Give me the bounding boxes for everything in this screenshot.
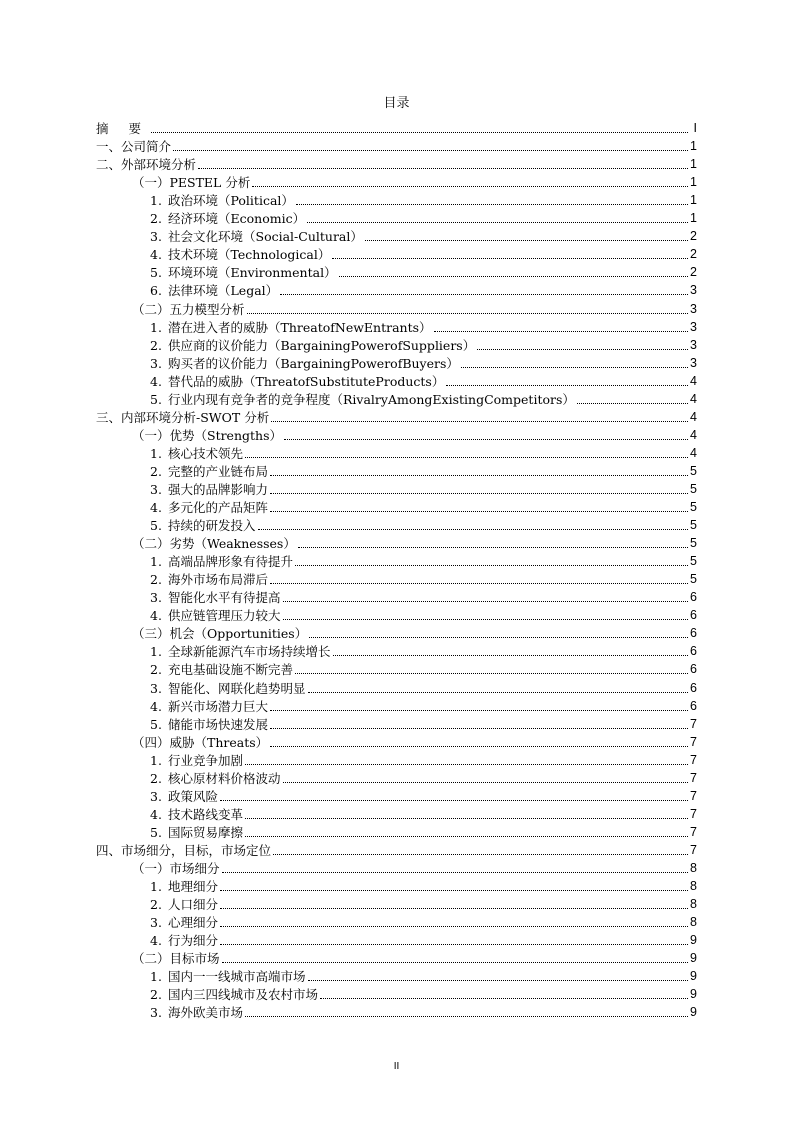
- toc-entry-number: 2.: [150, 337, 162, 353]
- toc-entry-number: 3.: [150, 915, 162, 931]
- toc-entry[interactable]: [96, 118, 697, 136]
- dot-leader: [295, 565, 688, 566]
- toc-entry-page: 2: [690, 229, 697, 244]
- toc-entry-title: 海外市场布局滞后: [168, 572, 269, 588]
- dot-leader: [283, 619, 688, 620]
- toc-entry-number: 4.: [150, 698, 162, 714]
- toc-entry[interactable]: [96, 587, 697, 605]
- dot-leader: [446, 385, 688, 386]
- toc-entry-title: 持续的研发投入: [168, 518, 256, 534]
- toc-entry-title: （二）劣势（Weaknesses）: [132, 536, 296, 552]
- toc-entry-title: 智能化水平有待提高: [168, 590, 281, 606]
- dot-leader: [220, 926, 688, 927]
- toc-entry-number: 4.: [150, 608, 162, 624]
- toc-entry[interactable]: [96, 677, 697, 695]
- dot-leader: [309, 637, 688, 638]
- toc-entry-page: 7: [690, 716, 697, 731]
- toc-entry-title: （一）PESTEL 分析: [132, 175, 251, 191]
- toc-entry-page: 1: [690, 211, 697, 226]
- dot-leader: [198, 168, 688, 169]
- toc-entry-number: 2.: [150, 770, 162, 786]
- toc-entry-page: 6: [690, 608, 697, 623]
- toc-entry-page: 4: [690, 445, 697, 460]
- toc-entry-page: 8: [690, 879, 697, 894]
- toc-entry-number: 2.: [150, 463, 162, 479]
- toc-entry[interactable]: [96, 641, 697, 659]
- dot-leader: [270, 746, 688, 747]
- toc-entry[interactable]: [96, 912, 697, 930]
- toc-entry-title: 技术路线变革: [168, 806, 244, 822]
- toc-entry[interactable]: [96, 335, 697, 353]
- toc-entry-number: 1.: [150, 193, 162, 209]
- dot-leader: [333, 655, 688, 656]
- dot-leader: [270, 493, 688, 494]
- toc-entry[interactable]: [96, 298, 697, 316]
- toc-entry-title: 法律环境（Legal）: [168, 283, 279, 299]
- toc-entry-title: 强大的品牌影响力: [168, 481, 269, 497]
- dot-leader: [245, 764, 688, 765]
- toc-entry-title: 人口细分: [168, 897, 219, 913]
- toc-entry-title: 全球新能源汽车市场持续增长: [168, 644, 331, 660]
- dot-leader: [222, 872, 688, 873]
- toc-entry[interactable]: [96, 714, 697, 732]
- toc-entry-title: 经济环境（Economic）: [168, 211, 306, 227]
- toc-entry[interactable]: [96, 443, 697, 461]
- toc-entry-page: 7: [690, 752, 697, 767]
- toc-entry-number: 3.: [150, 788, 162, 804]
- toc-entry-page: 3: [690, 319, 697, 334]
- toc-entry-title: 行业竞争加剧: [168, 752, 244, 768]
- toc-entry-page: 9: [690, 969, 697, 984]
- dot-leader: [308, 980, 688, 981]
- toc-entry[interactable]: [96, 317, 697, 335]
- toc-entry-page: 1: [690, 139, 697, 154]
- toc-entry-title: 行为细分: [168, 933, 219, 949]
- toc-entry-page: 3: [690, 355, 697, 370]
- dot-leader: [270, 511, 688, 512]
- toc-entry[interactable]: [96, 154, 697, 172]
- toc-entry-number: 1.: [150, 969, 162, 985]
- toc-entry-number: 6.: [150, 283, 162, 299]
- toc-entry[interactable]: [96, 407, 697, 425]
- dot-leader: [222, 962, 688, 963]
- dot-leader: [270, 583, 688, 584]
- dot-leader: [220, 800, 688, 801]
- dot-leader: [151, 132, 688, 133]
- toc-entry[interactable]: [96, 948, 697, 966]
- dot-leader: [339, 276, 688, 277]
- dot-leader: [270, 728, 688, 729]
- toc-entry-number: 3.: [150, 590, 162, 606]
- toc-entry[interactable]: [96, 984, 697, 1002]
- toc-entry-number: 1.: [150, 752, 162, 768]
- toc-entry[interactable]: [96, 533, 697, 551]
- toc-entry-title: 政策风险: [168, 788, 219, 804]
- toc-entry-page: 5: [690, 572, 697, 587]
- toc-entry-number: 3.: [150, 481, 162, 497]
- toc-entry[interactable]: [96, 822, 697, 840]
- toc-entry-title: 替代品的威胁（ThreatofSubstituteProducts）: [168, 373, 445, 389]
- dot-leader: [320, 998, 688, 999]
- toc-entry-page: 6: [690, 680, 697, 695]
- toc-entry-title: 摘 要: [96, 121, 149, 137]
- toc-entry-title: 环境环境（Environmental）: [168, 265, 337, 281]
- toc-entry-page: 7: [690, 788, 697, 803]
- toc-entry-page: 6: [690, 626, 697, 641]
- toc-entry-title: 国内一一线城市高端市场: [168, 969, 306, 985]
- toc-entry[interactable]: [96, 551, 697, 569]
- dot-leader: [461, 367, 688, 368]
- toc-entry[interactable]: [96, 353, 697, 371]
- dot-leader: [577, 403, 688, 404]
- dot-leader: [245, 836, 688, 837]
- toc-entry-page: 2: [690, 265, 697, 280]
- toc-entry-page: 6: [690, 644, 697, 659]
- dot-leader: [245, 1016, 688, 1017]
- toc-entry-title: 新兴市场潜力巨大: [168, 698, 269, 714]
- toc-entry-number: 1.: [150, 879, 162, 895]
- dot-leader: [273, 854, 688, 855]
- toc-entry-page: 8: [690, 860, 697, 875]
- toc-entry-title: 高端品牌形象有待提升: [168, 554, 294, 570]
- toc-entry-number: 4.: [150, 373, 162, 389]
- dot-leader: [245, 457, 688, 458]
- toc-entry-title: （四）威胁（Threats）: [132, 734, 269, 750]
- toc-entry-page: 4: [690, 409, 697, 424]
- dot-leader: [270, 710, 688, 711]
- toc-entry-page: 5: [690, 554, 697, 569]
- toc-entry-title: 海外欧美市场: [168, 1005, 244, 1021]
- toc-entry-number: 1.: [150, 445, 162, 461]
- toc-entry-number: 2.: [150, 662, 162, 678]
- toc-entry-title: 国际贸易摩擦: [168, 824, 244, 840]
- dot-leader: [245, 818, 688, 819]
- toc-entry-title: 三、内部环境分析-SWOT 分析: [96, 409, 270, 425]
- toc-entry-title: 完整的产业链布局: [168, 463, 269, 479]
- toc-entry-page: 6: [690, 698, 697, 713]
- toc-entry-title: （一）优势（Strengths）: [132, 427, 283, 443]
- toc-entry[interactable]: [96, 966, 697, 984]
- toc-entry-number: 2.: [150, 897, 162, 913]
- toc-entry-number: 5.: [150, 716, 162, 732]
- dot-leader: [307, 222, 688, 223]
- toc-entry-number: 5.: [150, 824, 162, 840]
- toc-entry-title: 社会文化环境（Social-Cultural）: [168, 229, 363, 245]
- page-number: II: [393, 1061, 400, 1072]
- toc-entry-page: 3: [690, 283, 697, 298]
- dot-leader: [296, 204, 688, 205]
- dot-leader: [477, 349, 688, 350]
- toc-entry[interactable]: [96, 425, 697, 443]
- toc-entry[interactable]: [96, 172, 697, 190]
- dot-leader: [271, 421, 688, 422]
- toc-entry-page: 7: [690, 734, 697, 749]
- toc-entry[interactable]: [96, 894, 697, 912]
- toc-entry-title: 储能市场快速发展: [168, 716, 269, 732]
- toc-entry-page: 2: [690, 247, 697, 262]
- toc-entry-page: 7: [690, 842, 697, 857]
- toc-entry[interactable]: [96, 623, 697, 641]
- toc-entry-page: 5: [690, 500, 697, 515]
- toc-entry-number: 3.: [150, 680, 162, 696]
- toc-entry[interactable]: [96, 461, 697, 479]
- toc-entry[interactable]: [96, 569, 697, 587]
- toc-entry-title: 政治环境（Political）: [168, 193, 294, 209]
- toc-entry-page: 7: [690, 806, 697, 821]
- toc-entry-page: I: [693, 121, 697, 136]
- dot-leader: [258, 529, 688, 530]
- toc-entry-page: 7: [690, 824, 697, 839]
- toc-entry-page: 5: [690, 463, 697, 478]
- toc-entry-page: 9: [690, 951, 697, 966]
- dot-leader: [308, 692, 688, 693]
- toc-entry[interactable]: [96, 750, 697, 768]
- toc-entry-title: 二、外部环境分析: [96, 157, 197, 173]
- toc-entry-number: 2.: [150, 572, 162, 588]
- toc-entry-number: 2.: [150, 211, 162, 227]
- toc-entry-number: 5.: [150, 391, 162, 407]
- toc-entry[interactable]: [96, 497, 697, 515]
- toc-entry-number: 4.: [150, 247, 162, 263]
- toc-entry-title: 行业内现有竞争者的竞争程度（RivalryAmongExistingCompetitors）: [168, 391, 575, 407]
- toc-entry-page: 8: [690, 915, 697, 930]
- dot-leader: [283, 601, 688, 602]
- toc-entry-page: 3: [690, 301, 697, 316]
- toc-entry-title: 地理细分: [168, 879, 219, 895]
- page-title: 目录: [383, 96, 410, 111]
- toc-entry[interactable]: [96, 876, 697, 894]
- toc-entry-number: 3.: [150, 1005, 162, 1021]
- toc-entry-title: 技术环境（Technological）: [168, 247, 331, 263]
- dot-leader: [173, 150, 688, 151]
- toc-entry[interactable]: [96, 389, 697, 407]
- toc-entry[interactable]: [96, 930, 697, 948]
- toc-entry[interactable]: [96, 659, 697, 677]
- toc-entry-title: 供应商的议价能力（BargainingPowerofSuppliers）: [168, 337, 476, 353]
- toc-entry[interactable]: [96, 136, 697, 154]
- toc-entry-page: 5: [690, 481, 697, 496]
- dot-leader: [298, 547, 688, 548]
- dot-leader: [295, 673, 688, 674]
- toc-entry-page: 9: [690, 933, 697, 948]
- toc-entry[interactable]: [96, 371, 697, 389]
- toc-entry-title: 一、公司简介: [96, 139, 172, 155]
- toc-entry-title: （三）机会（Opportunities）: [132, 626, 308, 642]
- toc-entry[interactable]: [96, 768, 697, 786]
- toc-entry[interactable]: [96, 244, 697, 262]
- toc-entry-page: 3: [690, 337, 697, 352]
- toc-entry-title: 购买者的议价能力（BargainingPowerofBuyers）: [168, 355, 459, 371]
- toc-entry-page: 8: [690, 897, 697, 912]
- dot-leader: [332, 258, 688, 259]
- toc-entry[interactable]: [96, 1002, 697, 1020]
- toc-entry-number: 3.: [150, 355, 162, 371]
- toc-entry[interactable]: [96, 262, 697, 280]
- dot-leader: [434, 331, 688, 332]
- toc-entry-page: 1: [690, 157, 697, 172]
- dot-leader: [280, 294, 688, 295]
- toc-entry-page: 1: [690, 175, 697, 190]
- toc-entry-number: 4.: [150, 933, 162, 949]
- toc-entry-title: 核心原材料价格波动: [168, 770, 281, 786]
- toc-entry-page: 6: [690, 662, 697, 677]
- dot-leader: [365, 240, 688, 241]
- toc-entry-page: 9: [690, 1005, 697, 1020]
- toc-entry-title: （二）五力模型分析: [132, 301, 245, 317]
- dot-leader: [220, 908, 688, 909]
- toc-entry[interactable]: [96, 696, 697, 714]
- toc-entry-title: （一）市场细分: [132, 860, 220, 876]
- toc-entry-number: 5.: [150, 518, 162, 534]
- toc-entry-title: 心理细分: [168, 915, 219, 931]
- toc-entry-title: 供应链管理压力较大: [168, 608, 281, 624]
- dot-leader: [220, 944, 688, 945]
- toc-entry-title: 智能化、网联化趋势明显: [168, 680, 306, 696]
- toc-entry-number: 4.: [150, 500, 162, 516]
- toc-entry-page: 5: [690, 536, 697, 551]
- toc-entry-page: 1: [690, 193, 697, 208]
- toc-entry-number: 1.: [150, 554, 162, 570]
- dot-leader: [284, 439, 688, 440]
- toc-entry[interactable]: [96, 840, 697, 858]
- toc-entry-title: （二）目标市场: [132, 951, 220, 967]
- toc-entry-title: 潜在进入者的威胁（ThreatofNewEntrants）: [168, 319, 432, 335]
- dot-leader: [270, 475, 688, 476]
- toc-entry-number: 3.: [150, 229, 162, 245]
- toc-entry[interactable]: [96, 226, 697, 244]
- toc-entry-title: 核心技术领先: [168, 445, 244, 461]
- toc-entry-number: 1.: [150, 319, 162, 335]
- toc-entry-title: 多元化的产品矩阵: [168, 500, 269, 516]
- toc-entry[interactable]: [96, 786, 697, 804]
- dot-leader: [220, 890, 688, 891]
- toc-entry-page: 4: [690, 391, 697, 406]
- toc-entry[interactable]: [96, 280, 697, 298]
- toc-entry[interactable]: [96, 858, 697, 876]
- dot-leader: [247, 313, 688, 314]
- toc-entry-page: 4: [690, 427, 697, 442]
- toc-entry-page: 5: [690, 518, 697, 533]
- toc-entry[interactable]: [96, 190, 697, 208]
- toc-entry-number: 4.: [150, 806, 162, 822]
- dot-leader: [252, 186, 688, 187]
- toc-entry[interactable]: [96, 479, 697, 497]
- toc-entry-number: 1.: [150, 644, 162, 660]
- toc-entry-page: 4: [690, 373, 697, 388]
- toc-entry-page: 9: [690, 987, 697, 1002]
- toc-entry-title: 国内三四线城市及农村市场: [168, 987, 319, 1003]
- toc-entry[interactable]: [96, 515, 697, 533]
- toc-entry-page: 6: [690, 590, 697, 605]
- toc-entry[interactable]: [96, 208, 697, 226]
- dot-leader: [283, 782, 688, 783]
- table-of-contents: [96, 118, 697, 1020]
- toc-entry-page: 7: [690, 770, 697, 785]
- toc-entry-number: 2.: [150, 987, 162, 1003]
- toc-entry[interactable]: [96, 804, 697, 822]
- toc-entry[interactable]: [96, 732, 697, 750]
- toc-entry-title: 四、市场细分，目标，市场定位: [96, 842, 272, 858]
- toc-entry-title: 充电基础设施不断完善: [168, 662, 294, 678]
- toc-entry-number: 5.: [150, 265, 162, 281]
- toc-entry[interactable]: [96, 605, 697, 623]
